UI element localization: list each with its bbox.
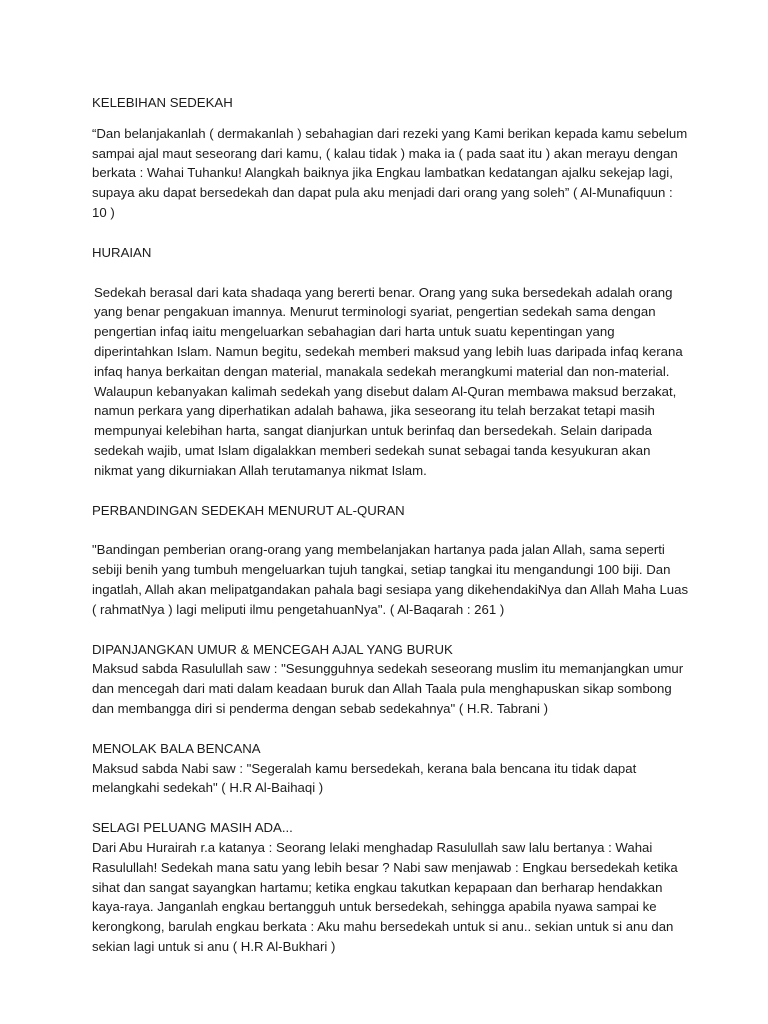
hadith-baihaqi: Maksud sabda Nabi saw : "Segeralah kamu bersedekah, kerana bala bencana itu tidak dapat melangkahi sedekah" ( H.R Al-Baihaqi ) xyxy=(92,760,637,796)
spacer xyxy=(92,113,706,124)
spacer xyxy=(92,223,706,243)
paragraph-huraian: Sedekah berasal dari kata shadaqa yang bererti benar. Orang yang suka bersedekah adalah orang yang benar pengakuan imannya. Menurut terminologi syariat, pengertian sedekah sama dengan pengertian infaq iaitu mengeluarkan sebahagian dari harta untuk suatu kepentingan yang diperintahkan Islam. Namun begitu, sedekah memberi maksud yang lebih luas daripada infaq kerana infaq hanya berkaitan dengan material, manakala sedekah merangkumi material dan non-material. Walaupun kebanyakan kalimah sedekah yang disebut dalam Al-Quran membawa maksud berzakat, namun perkara yang diperhatikan adalah bahawa, jika seseorang itu telah berzakat tetapi masih mempunyai kelebihan harta, sangat dianjurkan untuk berinfaq dan bersedekah. Selain daripada sedekah wajib, umat Islam digalakkan memberi sedekah sunat sebagai tanda kesyukuran akan nikmat yang dikurniakan Allah terutamanya nikmat Islam. xyxy=(94,284,683,478)
spacer xyxy=(92,481,706,501)
hadith-tabrani: Maksud sabda Rasulullah saw : "Sesungguhnya sedekah seseorang muslim itu memanjangkan umur dan mencegah dari mati dalam keadaan buruk dan Allah Taala pula menghapuskan sikap sombong dan membangga diri si penderma dengan sebab sedekahnya" ( H.R. Tabrani ) xyxy=(92,661,684,716)
spacer xyxy=(92,263,706,283)
section-heading-dipanjangkan-umur: DIPANJANGKAN UMUR & MENCEGAH AJAL YANG BURUK xyxy=(92,641,453,657)
section-heading-perbandingan: PERBANDINGAN SEDEKAH MENURUT AL-QURAN xyxy=(92,502,405,518)
quote-al-munafiquun: “Dan belanjakanlah ( dermakanlah ) sebahagian dari rezeki yang Kami berikan kepada kamu sebelum sampai ajal maut seseorang dari kamu, ( kalau tidak ) maka ia ( pada saat itu ) akan merayu dengan berkata : Wahai Tuhanku! Alangkah baiknya jika Engkau lambatkan kedatangan ajalku sekejap lagi, supaya aku dapat bersedekah dan dapat pula aku menjadi dari orang yang soleh” ( Al-Munafiquun : 10 ) xyxy=(92,125,688,220)
section-heading-selagi-peluang: SELAGI PELUANG MASIH ADA... xyxy=(92,820,293,836)
spacer xyxy=(92,719,706,739)
spacer xyxy=(92,798,706,818)
spacer xyxy=(92,620,706,640)
section-heading-kelebihan-sedekah: KELEBIHAN SEDEKAH xyxy=(92,95,233,110)
hadith-bukhari: Dari Abu Hurairah r.a katanya : Seorang lelaki menghadap Rasulullah saw lalu bertanya : Wahai Rasulullah! Sedekah mana satu yang lebih besar ? Nabi saw menjawab : Engkau bersedekah ketika sihat dan sangat sayangkan hartamu; ketika engkau takutkan kepapaan dan berharap hendakkan kaya-raya. Janganlah engkau bertangguh untuk bersedekah, sehingga apabila nyawa sampai ke kerongkong, barulah engkau berkata : Aku mahu bersedekah untuk si anu.. sekian untuk si anu dan sekian lagi untuk si anu ( H.R Al-Bukhari ) xyxy=(92,839,678,954)
section-heading-menolak-bala: MENOLAK BALA BENCANA xyxy=(92,740,261,756)
section-heading-huraian: HURAIAN xyxy=(92,244,152,260)
spacer xyxy=(92,520,706,540)
quote-al-baqarah: "Bandingan pemberian orang-orang yang membelanjakan hartanya pada jalan Allah, sama seperti sebiji benih yang tumbuh mengeluarkan tujuh tangkai, setiap tangkai itu mengandungi 100 biji. Dan ingatlah, Allah akan melipatgandakan pahala bagi sesiapa yang dikehendakiNya dan Allah Maha Luas ( rahmatNya ) lagi meliputi ilmu pengetahuanNya". ( Al-Baqarah : 261 ) xyxy=(92,542,689,617)
